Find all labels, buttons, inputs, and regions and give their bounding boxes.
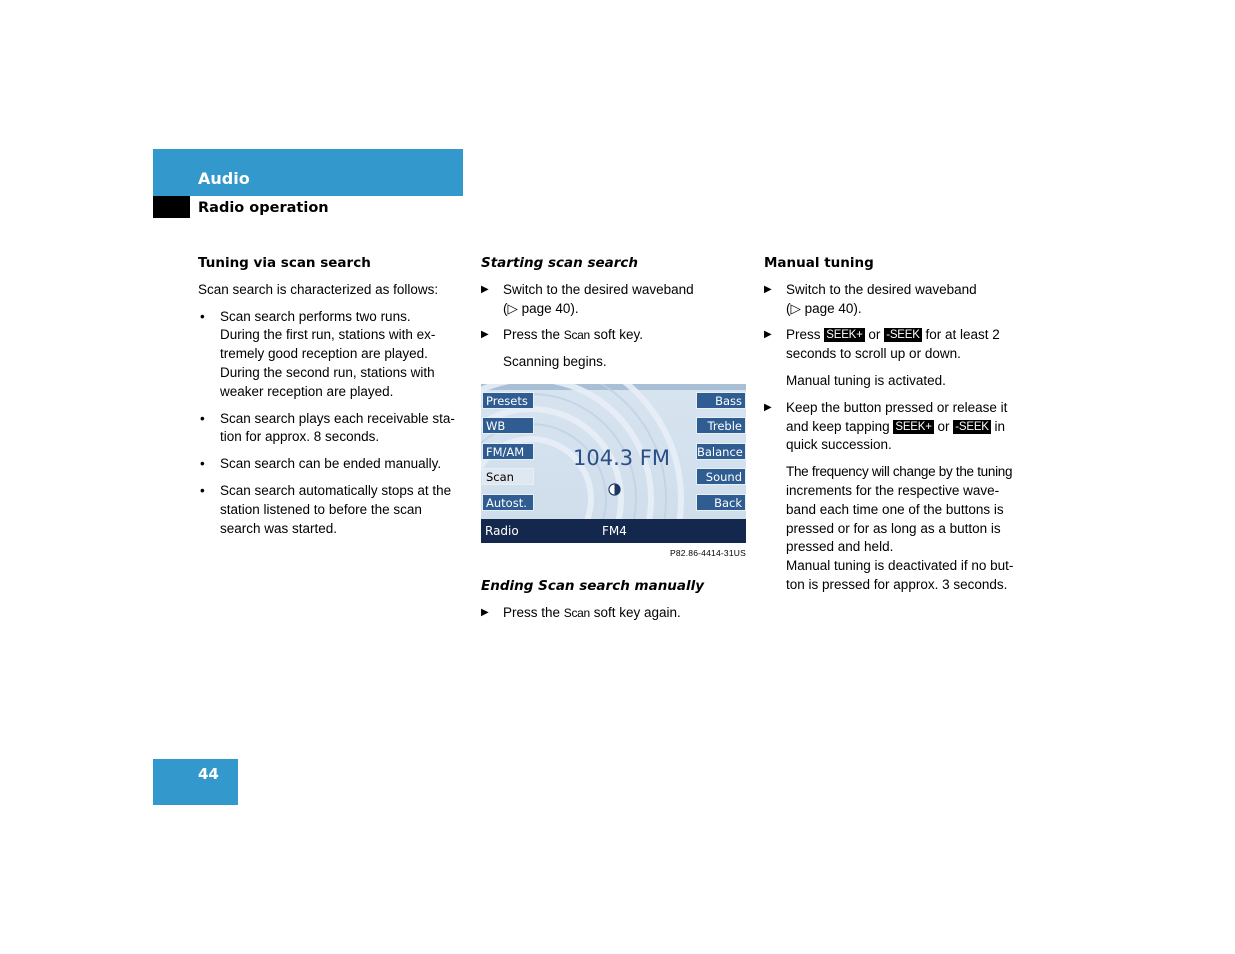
softkey-back[interactable]: Back [696,494,746,511]
arrow-icon: ▶ [764,283,772,295]
page-number: 44 [198,765,219,783]
softkey-sound[interactable]: Sound [696,468,746,485]
bullet-item: • Scan search performs two runs. During the first run, stations with ex- tremely good reception are played. During the second run, stations with weaker reception are played. [200,308,436,399]
arrow-icon: ▶ [764,401,772,413]
arrow-icon: ▶ [481,329,489,341]
column-manual-tuning [764,254,1032,603]
heading-starting-scan: Starting scan search [481,255,639,271]
softkey-bass[interactable]: Bass [696,392,746,409]
seek-minus-key: -SEEK [886,329,920,342]
result-text: Manual tuning is activated. [786,372,946,388]
seek-minus-key: -SEEK [955,420,989,433]
arrow-icon: ▶ [481,606,489,618]
radio-display [481,384,746,543]
seek-plus-key: SEEK+ [826,329,863,342]
heading-manual-tuning: Manual tuning [764,255,874,271]
column-starting-scan [481,254,747,380]
heading-tuning-scan: Tuning via scan search [198,255,371,271]
step-item: ▶ Keep the button pressed or release it and keep tapping SEEK+ or -SEEK in quick succession. [764,399,1008,453]
section-ending-scan [481,577,747,631]
seek-plus-key: SEEK+ [895,420,932,433]
softkey-autost[interactable]: Autost. [482,494,534,511]
subsection-title: Radio operation [198,200,329,216]
note-text: The frequency will change by the tuning increments for the respective wave- band each time one of the buttons is pressed or for as long as a button is pressed and held. Manual tuning is deactivated if no but- ton is pressed for approx. 3 seconds. [786,464,1014,592]
bullet-item: • Scan search plays each receivable sta- tion for approx. 8 seconds. [200,410,455,445]
arrow-icon: ▶ [764,329,772,341]
step-item: ▶ Switch to the desired waveband (▷ page 40). [481,281,694,316]
status-station: FM4 [602,524,627,538]
page-number-tab [153,759,238,805]
scan-key-label: Scan [563,328,590,343]
section-title: Audio [198,169,250,188]
step-item: ▶ Switch to the desired waveband (▷ page 40). [764,281,977,316]
softkey-wb[interactable]: WB [482,417,534,434]
column-scan-search [198,254,466,546]
status-source: Radio [485,524,519,538]
bullet-item: • Scan search can be ended manually. [200,456,442,472]
heading-ending-scan: Ending Scan search manually [481,578,705,594]
softkey-presets[interactable]: Presets [482,392,534,409]
step-item: ▶ Press the Scan soft key again. [481,604,747,623]
frequency-readout: 104.3 FM [573,446,670,470]
result-text: Scanning begins. [503,354,607,370]
softkey-treble[interactable]: Treble [696,417,746,434]
step-item: ▶ Press the Scan soft key. [481,326,747,345]
softkey-fm-am[interactable]: FM/AM [482,443,534,460]
softkey-balance[interactable]: Balance [696,443,746,460]
scan-progress-icon [608,483,621,496]
step-item: ▶ Press SEEK+ or -SEEK for at least 2 seconds to scroll up or down. [764,327,1000,362]
bullet-item: • Scan search automatically stops at the station listened to before the scan search was started. [200,482,452,536]
figure-reference: P82.86-4414-31US [670,548,746,558]
softkey-scan[interactable]: Scan [482,468,534,485]
arrow-icon: ▶ [481,283,489,295]
scan-key-label: Scan [563,605,590,620]
intro-text: Scan search is characterized as follows: [198,281,439,297]
subsection-marker [153,196,190,218]
